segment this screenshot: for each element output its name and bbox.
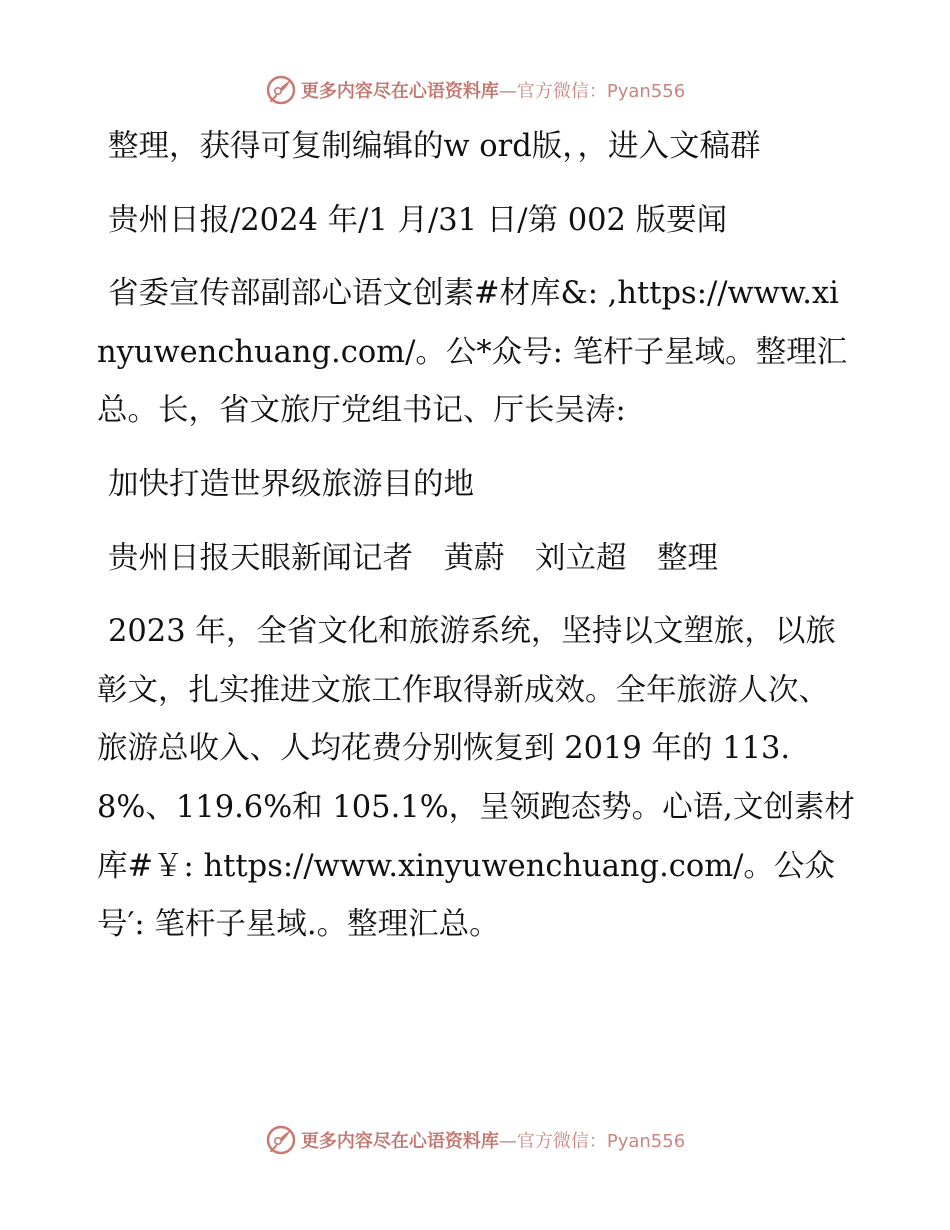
byline: 贵州日报天眼新闻记者 黄蔚 刘立超 整理 bbox=[108, 540, 718, 576]
footer-wechat-id: Pyan556 bbox=[606, 1131, 686, 1152]
footer-banner bbox=[0, 1120, 950, 1160]
author-paragraph: 省委宣传部副部心语文创素#材库&: ,https://www.xinyuwenchuang.com/。公*众号: 笔杆子星域。整理汇总。长，省文旅厅党组书记、厅长吴涛: bbox=[97, 276, 848, 429]
header-banner bbox=[0, 70, 950, 110]
body-paragraph: 2023 年，全省文化和旅游系统，坚持以文塑旅，以旅彰文，扎实推进文旅工作取得新成效。全年旅游人次、旅游总收入、人均花费分别恢复到 2019 年的 113.8%、119.6%和 105.1%，呈领跑态势。心语,文创素材库#￥: https://www.xinyuwenchuang.com/。公众号′: 笔杆子星域.。整理汇总。 bbox=[97, 614, 855, 943]
article-title: 加快打造世界级旅游目的地 bbox=[108, 466, 474, 502]
quill-seal-icon bbox=[265, 74, 297, 106]
banner-separator: — bbox=[498, 81, 517, 102]
intro-paragraph: 整理，获得可复制编辑的w ord版，，进入文稿群 bbox=[108, 129, 761, 164]
banner-wechat-label: 官方微信： bbox=[516, 81, 607, 102]
footer-brand-text: 更多内容尽在心语资料库 bbox=[300, 1131, 499, 1152]
source-line: 贵州日报/2024 年/1 月/31 日/第 002 版要闻 bbox=[108, 202, 728, 238]
footer-separator: — bbox=[498, 1131, 517, 1152]
banner-wechat-id: Pyan556 bbox=[606, 81, 686, 102]
quill-seal-icon bbox=[265, 1124, 297, 1156]
footer-wechat-label: 官方微信： bbox=[516, 1131, 607, 1152]
document-body bbox=[97, 118, 857, 955]
banner-brand-text: 更多内容尽在心语资料库 bbox=[300, 81, 499, 102]
